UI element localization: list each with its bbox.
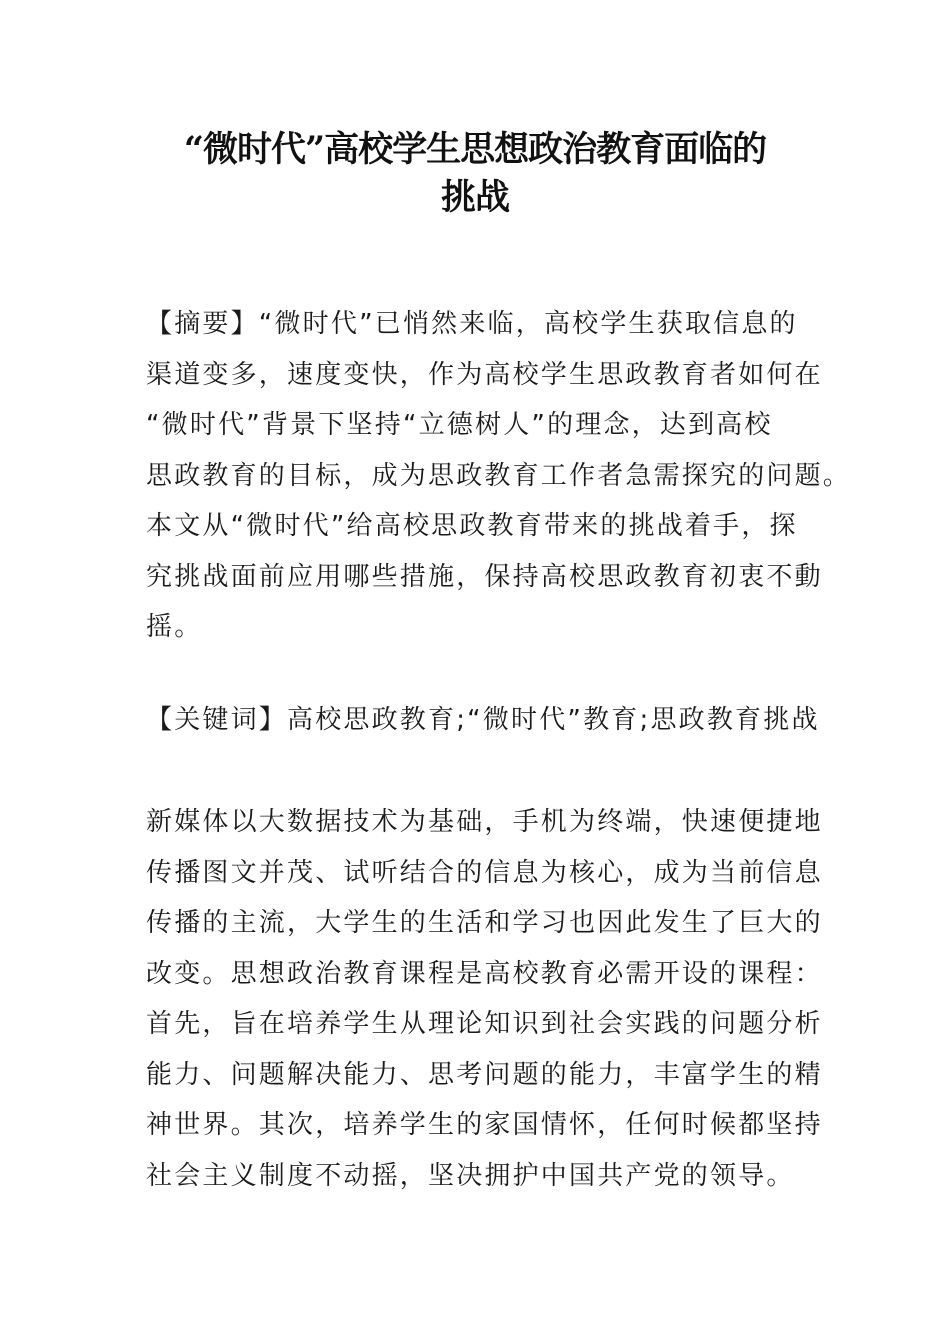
abstract-line: 摇。 bbox=[146, 612, 203, 642]
abstract-line: 【摘要】“微时代”已悄然来临，高校学生获取信息的 bbox=[146, 309, 798, 339]
body-line: 神世界。其次，培养学生的家国情怀，任何时候都坚持 bbox=[146, 1110, 823, 1140]
abstract-line: 本文从“微时代”给高校思政教育带来的挑战着手，探 bbox=[146, 511, 798, 541]
body-line: 能力、问题解决能力、思考问题的能力，丰富学生的精 bbox=[146, 1059, 823, 1090]
body-line: 改变。思想政治教育课程是高校教育必需开设的课程： bbox=[146, 958, 823, 989]
abstract-paragraph bbox=[146, 299, 852, 653]
body-line: 首先，旨在培养学生从理论知识到社会实践的问题分析 bbox=[146, 1009, 823, 1039]
abstract-line: 渠道变多，速度变快，作为高校学生思政教育者如何在 bbox=[146, 359, 823, 390]
body-paragraph bbox=[146, 797, 826, 1201]
body-line: 社会主义制度不动摇，坚决拥护中国共产党的领导。 bbox=[146, 1160, 795, 1191]
keywords-paragraph bbox=[146, 695, 826, 746]
body-line: 新媒体以大数据技术为基础，手机为终端，快速便捷地 bbox=[146, 807, 823, 837]
abstract-line: 究挑战面前应用哪些措施，保持高校思政教育初衷不動 bbox=[146, 561, 823, 592]
body-line: 传播的主流，大学生的生活和学习也因此发生了巨大的 bbox=[146, 908, 823, 938]
document-title-line-2: 挑战 bbox=[440, 177, 509, 218]
keywords-line: 【关键词】高校思政教育;“微时代”教育;思政教育挑战 bbox=[146, 705, 820, 735]
document-title-line-1: “微时代”高校学生思想政治教育面临的 bbox=[183, 129, 767, 170]
abstract-line: 思政教育的目标，成为思政教育工作者急需探究的问题。 bbox=[146, 460, 852, 491]
abstract-line: “微时代”背景下坚持“立德树人”的理念，达到高校 bbox=[146, 410, 773, 440]
body-line: 传播图文并茂、试听结合的信息为核心，成为当前信息 bbox=[146, 857, 823, 888]
